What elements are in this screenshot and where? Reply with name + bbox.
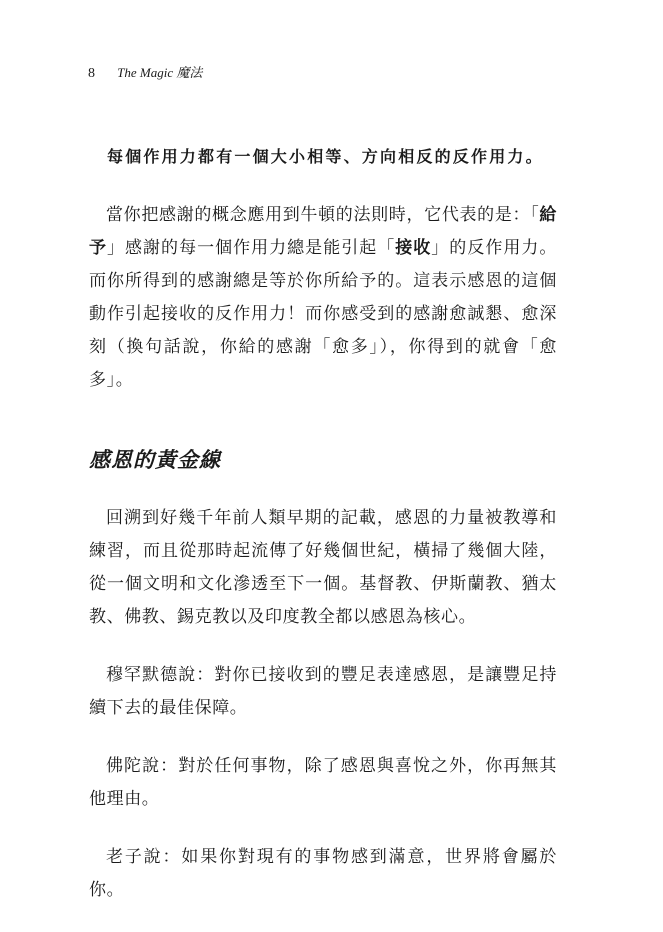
paragraph-text: 」的反作用力。而你所得到的感謝總是等於你所給予的。這表示感恩的這個動作引起接收的反作用力！而你感受到的感謝愈誠懇、愈深刻（換句話說，你給的感謝「愈多」），你得到的就會「愈多」。 [89,238,557,390]
running-header [88,64,202,83]
paragraph-buddha-quote: 佛陀說：對於任何事物，除了感恩與喜悅之外，你再無其他理由。 [89,756,557,809]
book-title: The Magic 魔法 [117,65,203,80]
emphasis-give: 給予 [89,205,557,258]
section-title: 感恩的黃金線 [89,447,221,472]
paragraph-muhammad-quote: 穆罕默德說：對你已接收到的豐足表達感恩，是讓豐足持續下去的最佳保障。 [89,665,557,718]
paragraph-gratitude-newton [89,199,557,397]
page-number: 8 [88,66,95,81]
paragraph-laozi-quote: 老子說：如果你對現有的事物感到滿意，世界將會屬於你。 [89,847,557,900]
paragraph-history: 回溯到好幾千年前人類早期的記載，感恩的力量被教導和練習，而且從那時起流傳了好幾個世紀，橫掃了幾個大陸，從一個文明和文化滲透至下一個。基督教、伊斯蘭教、猶太教、佛教、錫克教以及印度教全都以感恩為核心。 [89,508,557,627]
paragraph-text: 」感謝的每一個作用力總是能引起「 [107,238,396,258]
paragraph-text: 當你把感謝的概念應用到牛頓的法則時，它代表的是：「 [106,205,540,225]
newton-law-statement: 每個作用力都有一個大小相等、方向相反的反作用力。 [107,147,544,166]
page-content [89,140,557,932]
emphasis-receive: 接收 [395,238,432,258]
